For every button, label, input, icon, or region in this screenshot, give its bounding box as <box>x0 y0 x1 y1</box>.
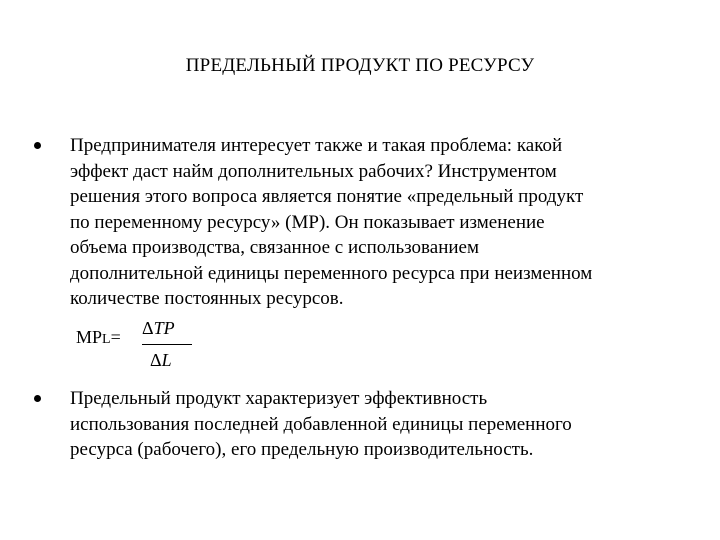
formula-numerator <box>142 318 175 339</box>
formula-denominator <box>150 350 172 371</box>
formula-mp: MP <box>76 327 103 347</box>
bullet-dot-icon <box>34 395 41 402</box>
bullet-line: решения этого вопроса является понятие «предельный продукт <box>70 186 584 207</box>
numerator-var: TP <box>153 318 175 338</box>
denominator-var: L <box>161 350 172 370</box>
bullet-line: объема производства, связанное с использованием <box>70 237 479 258</box>
formula-equals: = <box>110 327 121 347</box>
bullet-line: по переменному ресурсу» (МР). Он показывает изменение <box>70 211 545 233</box>
formula-subscript: L <box>102 332 111 347</box>
bullet-line: использования последней добавленной единицы переменного <box>70 413 572 435</box>
formula-lhs <box>76 327 121 348</box>
bullet-line: ресурса (рабочего), его предельную производительность. <box>70 439 534 460</box>
bullet-line: количестве постоянных ресурсов. <box>70 288 344 309</box>
delta-symbol: Δ <box>150 350 162 370</box>
delta-symbol: Δ <box>142 318 154 338</box>
bullet-line: эффект даст найм дополнительных рабочих? Инструментом <box>70 160 557 182</box>
bullet-line: Предельный продукт характеризует эффективность <box>70 388 488 409</box>
bullet-dot-icon <box>34 142 41 149</box>
slide-title: ПРЕДЕЛЬНЫЙ ПРОДУКТ ПО РЕСУРСУ <box>185 55 535 76</box>
bullet-line: дополнительной единицы переменного ресурса при неизменном <box>70 262 593 284</box>
bullet-text-2 <box>70 386 690 463</box>
fraction-bar <box>142 344 192 345</box>
bullet-text-1 <box>70 133 690 312</box>
bullet-line: Предпринимателя интересует также и такая проблема: какой <box>70 135 563 156</box>
